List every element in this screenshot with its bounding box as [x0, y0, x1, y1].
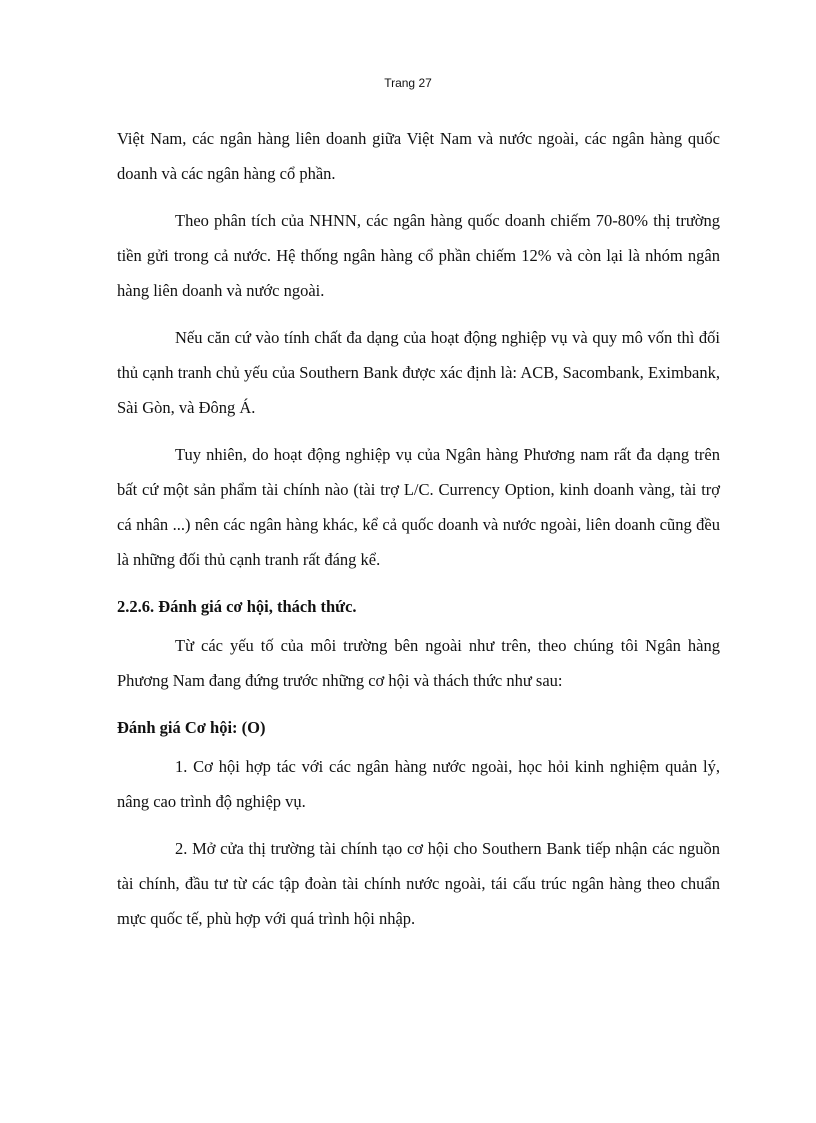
page-number-header: Trang 27 — [384, 76, 432, 90]
paragraph-opportunities-intro: Từ các yếu tố của môi trường bên ngoài như trên, theo chúng tôi Ngân hàng Phương Nam đang đứng trước những cơ hội và thách thức như sau: — [117, 636, 720, 690]
paragraph-main-competitors: Nếu căn cứ vào tính chất đa dạng của hoạt động nghiệp vụ và quy mô vốn thì đối thủ cạnh tranh chủ yếu của Southern Bank được xác định là: ACB, Sacombank, Eximbank, Sài Gòn, và Đông Á. — [117, 328, 720, 417]
paragraph-market-share: Theo phân tích của NHNN, các ngân hàng quốc doanh chiếm 70-80% thị trường tiền gửi trong cả nước. Hệ thống ngân hàng cổ phần chiếm 12% và còn lại là nhóm ngân hàng liên doanh và nước ngoài. — [117, 211, 720, 300]
page-body — [117, 121, 720, 948]
paragraph-competition-scope: Tuy nhiên, do hoạt động nghiệp vụ của Ngân hàng Phương nam rất đa dạng trên bất cứ một sản phẩm tài chính nào (tài trợ L/C. Currency Option, kinh doanh vàng, tài trợ cá nhân ...) nên các ngân hàng khác, kể cả quốc doanh và nước ngoài, liên doanh cũng đều là những đối thủ cạnh tranh rất đáng kể. — [117, 445, 720, 569]
opportunity-item-1: 1. Cơ hội hợp tác với các ngân hàng nước ngoài, học hỏi kinh nghiệm quản lý, nâng cao trình độ nghiệp vụ. — [117, 757, 720, 811]
paragraph-banking-groups: Việt Nam, các ngân hàng liên doanh giữa Việt Nam và nước ngoài, các ngân hàng quốc doanh và các ngân hàng cổ phần. — [117, 129, 720, 183]
opportunities-subheading: Đánh giá Cơ hội: (O) — [117, 718, 266, 737]
section-heading: 2.2.6. Đánh giá cơ hội, thách thức. — [117, 597, 357, 616]
opportunity-item-2: 2. Mở cửa thị trường tài chính tạo cơ hội cho Southern Bank tiếp nhận các nguồn tài chính, đầu tư từ các tập đoàn tài chính nước ngoài, tái cấu trúc ngân hàng theo chuẩn mực quốc tế, phù hợp với quá trình hội nhập. — [117, 839, 720, 928]
